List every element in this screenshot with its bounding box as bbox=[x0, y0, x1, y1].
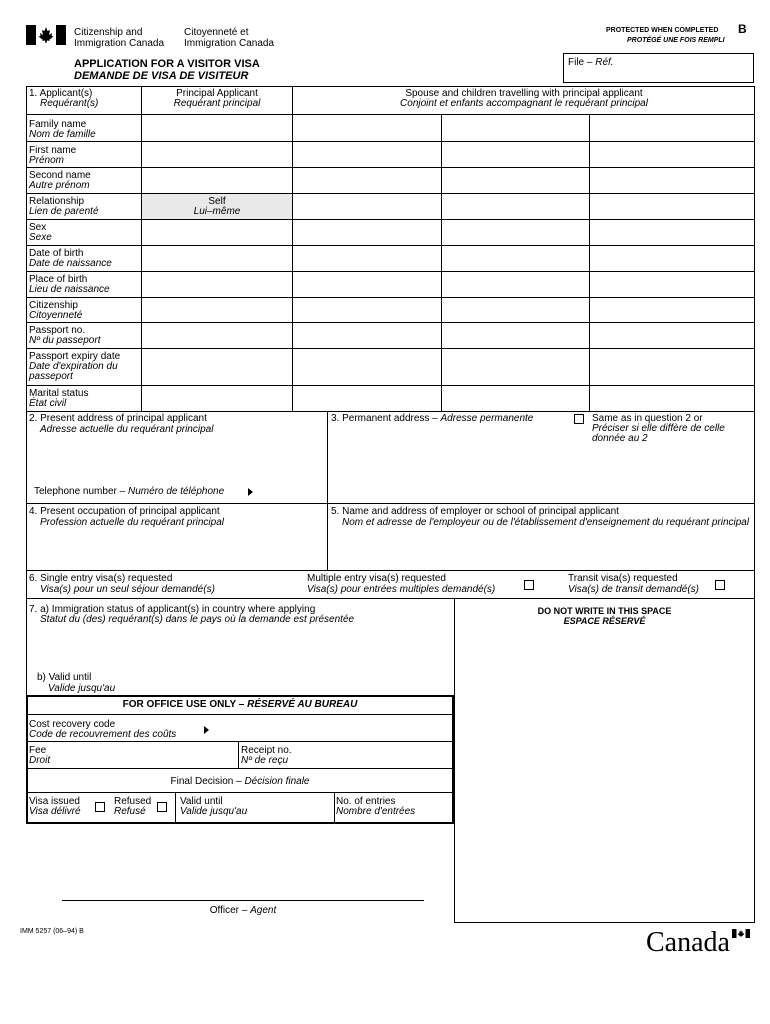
protected-label-en: PROTECTED WHEN COMPLETED bbox=[606, 27, 719, 34]
file-ref-label: File – Réf. bbox=[568, 57, 614, 68]
present-address-label-fr: Adresse actuelle du requérant principal bbox=[40, 424, 214, 435]
present-address-label: 2. Present address of principal applicant bbox=[29, 413, 207, 424]
telephone-label: Telephone number – Numéro de téléphone bbox=[34, 486, 225, 497]
office-use-title: FOR OFFICE USE ONLY – RÉSERVÉ AU BUREAU bbox=[122, 699, 358, 710]
multiple-entry-label: Multiple entry visa(s) requested bbox=[307, 573, 446, 584]
row-label-relationship: Relationship Lien de parenté bbox=[29, 196, 99, 217]
transit-checkbox[interactable] bbox=[715, 580, 725, 590]
occupation-label: 4. Present occupation of principal applicant bbox=[29, 506, 220, 517]
refused-label: Refused Refusé bbox=[114, 796, 152, 817]
applicants-header: 1. Applicant(s) bbox=[29, 88, 93, 99]
row-label-citizenship: Citizenship Citoyenneté bbox=[29, 300, 83, 321]
transit-label-fr: Visa(s) de transit demandé(s) bbox=[568, 584, 699, 595]
row-label-place-of-birth: Place of birth Lieu de naissance bbox=[29, 274, 110, 295]
form-title-en: APPLICATION FOR A VISITOR VISA bbox=[74, 58, 260, 70]
occupation-label-fr: Profession actuelle du requérant principal bbox=[40, 517, 224, 528]
dept-name-fr bbox=[184, 28, 274, 49]
office-valid-until-label: Valid until Valide jusqu'au bbox=[180, 796, 248, 817]
protected-label-fr: PROTÉGÉ UNE FOIS REMPLI bbox=[627, 37, 725, 44]
applicants-table bbox=[26, 86, 755, 412]
row-label-second-name: Second name Autre prénom bbox=[29, 170, 91, 191]
arrow-right-icon bbox=[204, 726, 209, 734]
transit-label: Transit visa(s) requested bbox=[568, 573, 678, 584]
principal-applicant-header: Principal Applicant bbox=[176, 88, 258, 99]
dept-fr-line2: Immigration Canada bbox=[184, 38, 275, 49]
immigration-status-label-fr: Statut du (des) requérant(s) dans le pays où la demande est présentée bbox=[40, 614, 355, 625]
immigration-status-label: 7. a) Immigration status of applicant(s) in country where applying bbox=[29, 604, 316, 615]
same-as-q2-label: Same as in question 2 or Préciser si elle diffère de celle donnée au 2 bbox=[592, 413, 725, 444]
row-label-passport-expiry: Passport expiry date Date d'expiration du passeport bbox=[29, 351, 121, 382]
row-label-first-name: First name Prénom bbox=[29, 145, 77, 166]
row-label-passport-no: Passport no. Nº du passeport bbox=[29, 325, 101, 346]
fee-label: Fee Droit bbox=[29, 745, 51, 766]
protected-level-badge: B bbox=[738, 22, 747, 36]
cost-recovery-label: Cost recovery code Code de recouvrement des coûts bbox=[29, 719, 177, 740]
visa-issued-label: Visa issued Visa délivré bbox=[29, 796, 81, 817]
reserved-space-label: DO NOT WRITE IN THIS SPACE bbox=[537, 606, 672, 616]
row-label-marital-status: Marital status État civil bbox=[29, 388, 89, 409]
single-entry-label: 6. Single entry visa(s) requested bbox=[29, 573, 173, 584]
flag-icon bbox=[732, 929, 750, 938]
spouse-children-header-fr: Conjoint et enfants accompagnant le requérant principal bbox=[400, 98, 648, 109]
employer-label-fr: Nom et adresse de l'employeur ou de l'établissement d'enseignement du requérant principal bbox=[342, 517, 750, 528]
valid-until-label-fr: Valide jusqu'au bbox=[48, 683, 116, 694]
canada-wordmark: Canada bbox=[646, 927, 730, 958]
entries-label: No. of entries Nombre d'entrées bbox=[336, 796, 416, 817]
principal-applicant-header-fr: Requérant principal bbox=[173, 98, 261, 109]
form-code: IMM 5257 (06–94) B bbox=[20, 928, 84, 935]
valid-until-label: b) Valid until bbox=[37, 672, 92, 683]
dept-en-line2: Immigration Canada bbox=[74, 38, 165, 49]
single-entry-label-fr: Visa(s) pour un seul séjour demandé(s) bbox=[40, 584, 215, 595]
dept-en-line1: Citizenship and bbox=[74, 27, 143, 38]
reserved-space-label-fr: ESPACE RÉSERVÉ bbox=[563, 616, 646, 626]
dept-name-en bbox=[74, 28, 164, 49]
row-label-sex: Sex Sexe bbox=[29, 222, 52, 243]
dept-fr-line1: Citoyenneté et bbox=[184, 27, 249, 38]
row-label-family-name: Family name Nom de famille bbox=[29, 119, 96, 140]
officer-signature-line bbox=[62, 900, 424, 901]
officer-label: Officer – Agent bbox=[209, 905, 277, 916]
flag-icon bbox=[26, 25, 66, 45]
spouse-children-header: Spouse and children travelling with principal applicant bbox=[405, 88, 643, 99]
multiple-entry-checkbox[interactable] bbox=[524, 580, 534, 590]
arrow-right-icon bbox=[248, 488, 253, 496]
visa-issued-checkbox[interactable] bbox=[95, 802, 105, 812]
final-decision-label: Final Decision – Décision finale bbox=[170, 776, 310, 787]
same-as-q2-checkbox[interactable] bbox=[574, 414, 584, 424]
file-ref-field[interactable] bbox=[563, 53, 754, 83]
form-title-fr: DEMANDE DE VISA DE VISITEUR bbox=[74, 70, 249, 82]
row-label-date-of-birth: Date of birth Date de naissance bbox=[29, 248, 112, 269]
employer-label: 5. Name and address of employer or school of principal applicant bbox=[331, 506, 619, 517]
applicants-header-fr: Requérant(s) bbox=[40, 98, 99, 109]
multiple-entry-label-fr: Visa(s) pour entrées multiples demandé(s) bbox=[307, 584, 496, 595]
receipt-label: Receipt no. Nº de reçu bbox=[241, 745, 292, 766]
self-text: Self Lui–même bbox=[193, 196, 241, 217]
permanent-address-label: 3. Permanent address – Adresse permanente bbox=[331, 413, 534, 424]
refused-checkbox[interactable] bbox=[157, 802, 167, 812]
